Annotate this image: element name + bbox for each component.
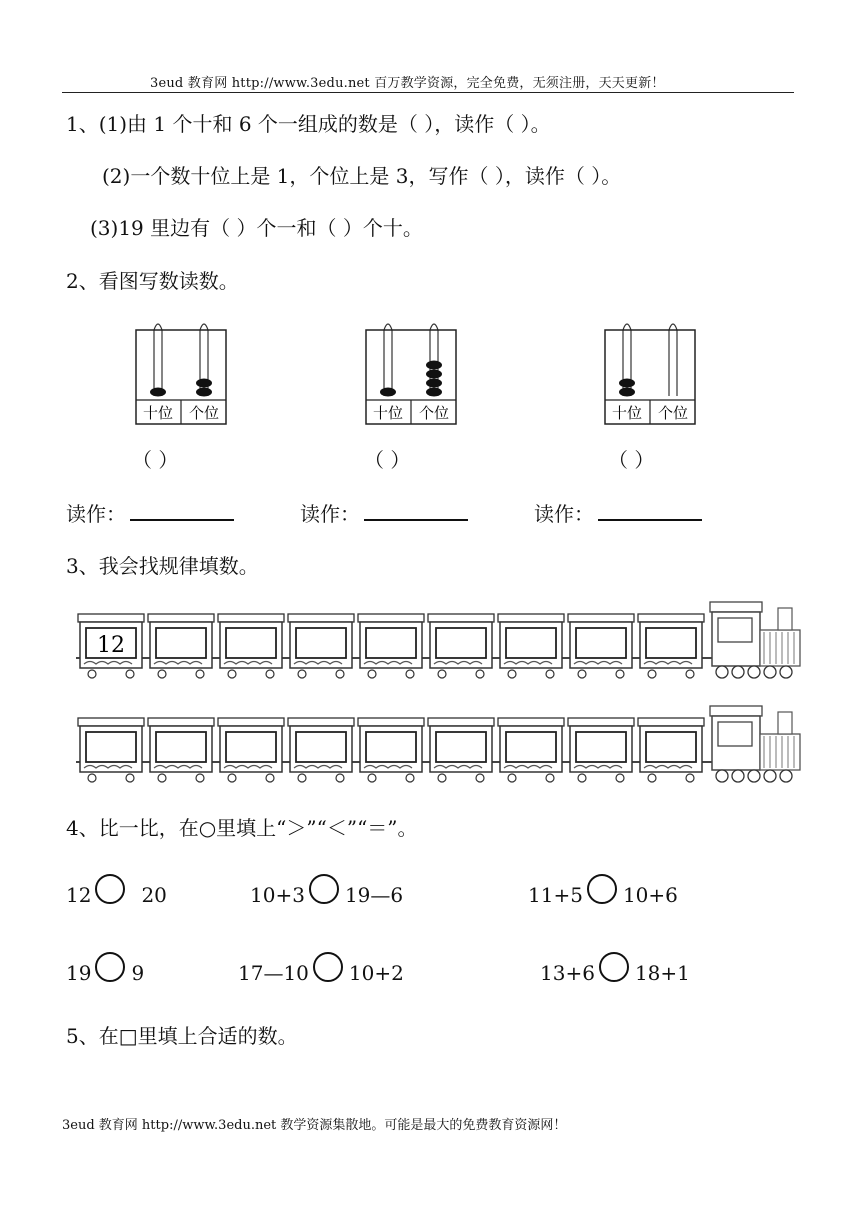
train-wheel (578, 670, 586, 678)
train-wheel (546, 774, 554, 782)
engine-chimney (778, 608, 792, 630)
page-header: 3eud 教育网 http://www.3edu.net 百万教学资源，完全免费，无须注册，天天更新！ (150, 76, 665, 91)
engine-wheel (780, 770, 792, 782)
compare-left: 13+6 (540, 961, 595, 985)
header-divider (62, 92, 794, 93)
compare-right: 20 (141, 883, 167, 907)
q1-part1: 1、(1)由 1 个十和 6 个一组成的数是（ ），读作（ ）。 (66, 112, 551, 136)
ones-bead (196, 388, 212, 397)
q4-title: 4、比一比，在○里填上“＞”“＜”“＝”。 (66, 816, 418, 840)
compare-circle (95, 874, 125, 904)
compare-left: 19 (66, 961, 92, 985)
tens-bead (150, 388, 166, 397)
train-wheel (266, 670, 274, 678)
compare-1 (66, 880, 167, 910)
engine-window (718, 722, 752, 746)
compare-circle (95, 952, 125, 982)
train-wheel (476, 670, 484, 678)
train-wheel (438, 670, 446, 678)
train-wheel (616, 774, 624, 782)
train-car (498, 614, 564, 678)
abacus-rod-top (430, 324, 438, 330)
compare-2 (250, 880, 403, 910)
train-wheel (406, 670, 414, 678)
read-as-blank (364, 501, 468, 521)
train-wheel (336, 774, 344, 782)
train-car-window (226, 628, 276, 658)
train-car-roof (218, 718, 284, 726)
train-car (638, 614, 704, 678)
train-wheel (578, 774, 586, 782)
train-wheel (266, 774, 274, 782)
abacus-rod-top (669, 324, 677, 330)
engine-wheel (748, 770, 760, 782)
train-car-roof (498, 614, 564, 622)
train-car-window (576, 628, 626, 658)
read-as-label: 读作： (66, 502, 126, 526)
train-car-window (296, 628, 346, 658)
tens-bead (619, 379, 635, 388)
train-wheel (298, 670, 306, 678)
train-wheel (508, 774, 516, 782)
train-wheel (298, 774, 306, 782)
train-car-window (576, 732, 626, 762)
compare-3 (528, 880, 678, 910)
train-wheel (126, 774, 134, 782)
abacus-rod-top (154, 324, 162, 330)
train-car-window (366, 628, 416, 658)
train-car (638, 718, 704, 782)
train-car (78, 614, 144, 678)
train-1 (76, 596, 816, 686)
ones-bead (426, 379, 442, 388)
engine-window (718, 618, 752, 642)
train-car-roof (148, 718, 214, 726)
engine-cab-roof (710, 706, 762, 716)
train-car-window (646, 628, 696, 658)
train-car-window (156, 732, 206, 762)
train-car-number: 12 (97, 633, 125, 658)
train-wheel (228, 774, 236, 782)
page-footer: 3eud 教育网 http://www.3edu.net 教学资源集散地。可能是最大的免费教育资源网！ (62, 1118, 567, 1133)
train-car-roof (638, 614, 704, 622)
compare-right: 10+2 (348, 961, 404, 985)
train-car-roof (568, 718, 634, 726)
train-car (428, 614, 494, 678)
train-car-roof (428, 718, 494, 726)
ones-bead (426, 361, 442, 370)
read-as-3 (534, 498, 702, 527)
train-wheel (88, 670, 96, 678)
train-car-window (436, 628, 486, 658)
compare-4 (66, 958, 144, 988)
abacus-label-ones: 个位 (418, 404, 450, 422)
compare-right: 9 (131, 961, 145, 985)
read-as-2 (300, 498, 468, 527)
train-wheel (158, 774, 166, 782)
read-as-blank (130, 501, 234, 521)
abacus-label-ones: 个位 (188, 404, 220, 422)
abacus-rod-top (384, 324, 392, 330)
compare-left: 11+5 (528, 883, 583, 907)
abacus-label-ones: 个位 (657, 404, 689, 422)
train-wheel (368, 670, 376, 678)
train-car-window (86, 732, 136, 762)
train-car (78, 718, 144, 782)
abacus-3-answer: （ ） (608, 448, 655, 472)
train-car-roof (428, 614, 494, 622)
train-wheel (88, 774, 96, 782)
train-car (568, 614, 634, 678)
tens-bead (380, 388, 396, 397)
q5-title: 5、在□里填上合适的数。 (66, 1024, 298, 1048)
train-car-window (436, 732, 486, 762)
train-car-roof (498, 718, 564, 726)
train-car-roof (568, 614, 634, 622)
q3-title: 3、我会找规律填数。 (66, 554, 259, 578)
train-wheel (406, 774, 414, 782)
train-car (218, 614, 284, 678)
train-wheel (508, 670, 516, 678)
train-car-roof (288, 614, 354, 622)
compare-circle (309, 874, 339, 904)
q1-part2: (2)一个数十位上是 1，个位上是 3，写作（ ），读作（ ）。 (102, 164, 622, 188)
train-car-roof (218, 614, 284, 622)
compare-left: 17—10 (238, 961, 309, 985)
compare-5 (238, 958, 404, 988)
train-wheel (476, 774, 484, 782)
train-wheel (616, 670, 624, 678)
engine-chimney (778, 712, 792, 734)
train-wheel (648, 774, 656, 782)
abacus-label-tens: 十位 (142, 404, 174, 422)
train-car-window (506, 628, 556, 658)
read-as-label: 读作： (534, 502, 594, 526)
train-car-window (296, 732, 346, 762)
train-car-roof (358, 718, 424, 726)
train-wheel (686, 774, 694, 782)
engine-wheel (732, 666, 744, 678)
train-car (148, 614, 214, 678)
tens-bead (619, 388, 635, 397)
engine-wheel (780, 666, 792, 678)
q2-title: 2、看图写数读数。 (66, 269, 239, 293)
train-car-roof (78, 614, 144, 622)
train-car (288, 718, 354, 782)
abacus-rod-top (623, 324, 631, 330)
train-car-window (226, 732, 276, 762)
engine-cab-roof (710, 602, 762, 612)
train-wheel (228, 670, 236, 678)
train-car-roof (638, 718, 704, 726)
train-car (148, 718, 214, 782)
abacus-3 (603, 318, 697, 426)
train-wheel (546, 670, 554, 678)
engine-wheel (716, 770, 728, 782)
train-car (288, 614, 354, 678)
abacus-rod-top (200, 324, 208, 330)
ones-bead (426, 388, 442, 397)
train-engine (710, 602, 800, 678)
train-wheel (368, 774, 376, 782)
engine-wheel (732, 770, 744, 782)
compare-left: 12 (66, 883, 92, 907)
train-car-window (156, 628, 206, 658)
train-wheel (158, 670, 166, 678)
compare-circle (599, 952, 629, 982)
train-wheel (648, 670, 656, 678)
engine-wheel (748, 666, 760, 678)
train-car (358, 614, 424, 678)
train-car-roof (288, 718, 354, 726)
train-car (498, 718, 564, 782)
train-car (358, 718, 424, 782)
train-2 (76, 700, 816, 790)
ones-bead (426, 370, 442, 379)
train-engine (710, 706, 800, 782)
compare-circle (587, 874, 617, 904)
compare-right: 18+1 (634, 961, 690, 985)
abacus-2 (364, 318, 458, 426)
train-car (428, 718, 494, 782)
abacus-1 (134, 318, 228, 426)
abacus-label-tens: 十位 (372, 404, 404, 422)
train-wheel (438, 774, 446, 782)
train-wheel (196, 670, 204, 678)
read-as-label: 读作： (300, 502, 360, 526)
abacus-1-answer: （ ） (132, 448, 179, 472)
read-as-blank (598, 501, 702, 521)
engine-wheel (764, 666, 776, 678)
ones-bead (196, 379, 212, 388)
train-car-window (366, 732, 416, 762)
train-car-roof (78, 718, 144, 726)
train-car-roof (358, 614, 424, 622)
compare-left: 10+3 (250, 883, 305, 907)
engine-wheel (764, 770, 776, 782)
engine-wheel (716, 666, 728, 678)
train-car-window (646, 732, 696, 762)
train-car (218, 718, 284, 782)
read-as-1 (66, 498, 234, 527)
train-car-window (506, 732, 556, 762)
train-wheel (336, 670, 344, 678)
train-wheel (686, 670, 694, 678)
compare-circle (313, 952, 343, 982)
compare-right: 10+6 (622, 883, 678, 907)
train-wheel (196, 774, 204, 782)
train-wheel (126, 670, 134, 678)
abacus-label-tens: 十位 (611, 404, 643, 422)
train-car (568, 718, 634, 782)
train-car-roof (148, 614, 214, 622)
compare-6 (540, 958, 690, 988)
q1-part3: (3)19 里边有（ ）个一和（ ）个十。 (90, 216, 423, 240)
compare-right: 19—6 (344, 883, 404, 907)
abacus-2-answer: （ ） (364, 448, 411, 472)
